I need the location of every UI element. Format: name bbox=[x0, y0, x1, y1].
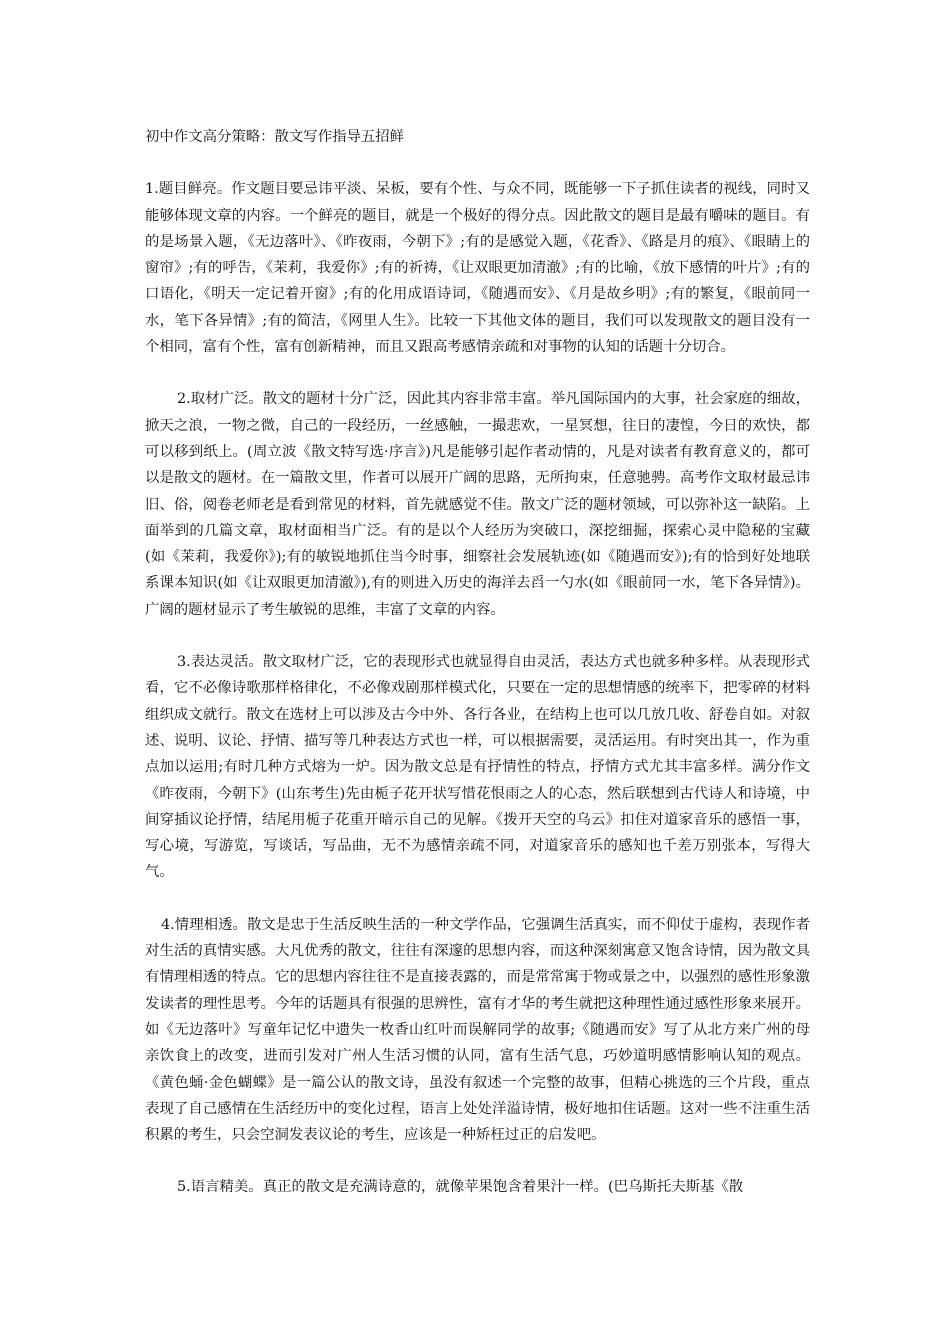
document-page bbox=[145, 124, 810, 1201]
paragraph-title-brightness: 1.题目鲜亮。作文题目要忌讳平淡、呆板，要有个性、与众不同，既能够一下子抓住读者的视线，同时又能够体现文章的内容。一个鲜亮的题目，就是一个极好的得分点。因此散文的题目是最有嚼味的题目。有的是场景入题，《无边落叶》、《昨夜雨，今朝下》;有的是感觉入题，《花香》、《路是月的痕》、《眼睛上的窗帘》;有的呼告，《茉莉，我爱你》;有的祈祷，《让双眼更加清澈》;有的比喻，《放下感情的叶片》;有的口语化，《明天一定记着开窗》;有的化用成语诗词，《随遇而安》、《月是故乡明》;有的繁复，《眼前同一水，笔下各异情》;有的简洁，《网里人生》。比较一下其他文体的题目，我们可以发现散文的题目没有一个相同，富有个性，富有创新精神，而且又跟高考感情亲疏和对事物的认知的话题十分切合。 bbox=[145, 181, 810, 356]
document-title: 初中作文高分策略：散文写作指导五招鲜 bbox=[145, 129, 405, 145]
paragraph-emotion-reason: 4.情理相透。散文是忠于生活反映生活的一种文学作品，它强调生活真实，而不仰仗于虚构，表现作者对生活的真情实感。大凡优秀的散文，往往有深邃的思想内容，而这种深刻寓意又饱含诗情，因为散文具有情理相透的特点。它的思想内容往往不是直接表露的，而是常常寓于物或景之中，以强烈的感性形象激发读者的理性思考。今年的话题具有很强的思辨性，富有才华的考生就把这种理性通过感性形象来展开。如《无边落叶》写童年记忆中遗失一枚香山红叶而误解同学的故事;《随遇而安》写了从北方来广州的母亲饮食上的改变，进而引发对广州人生活习惯的认同，富有生活气息，巧妙道明感情影响认知的观点。《黄色蛹·金色蝴蝶》是一篇公认的散文诗，虽没有叙述一个完整的故事，但精心挑选的三个片段，重点表现了自己感情在生活经历中的变化过程，语言上处处洋溢诗情，极好地扣住话题。这对一些不注重生活积累的考生，只会空洞发表议论的考生，应该是一种矫枉过正的启发吧。 bbox=[145, 916, 810, 1144]
paragraph-flexible-expression: 3.表达灵活。散文取材广泛，它的表现形式也就显得自由灵活，表达方式也就多种多样。从表现形式看，它不必像诗歌那样格律化，不必像戏剧那样模式化，只要在一定的思想情感的统率下，把零碎的材料组织成文就行。散文在选材上可以涉及古今中外、各行各业，在结构上也可以几放几收、舒卷自如。对叙述、说明、议论、抒情、描写等几种表达方式也一样，可以根据需要，灵活运用。有时突出其一，作为重点加以运用;有时几种方式熔为一炉。因为散文总是有抒情性的特点，抒情方式尤其丰富多样。满分作文《昨夜雨，今朝下》(山东考生)先由栀子花开状写惜花恨雨之人的心态，然后联想到古代诗人和诗境，中间穿插议论抒情，结尾用栀子花重开暗示自己的见解。《拨开天空的乌云》扣住对道家音乐的感悟一事，写心境，写游览，写谈话，写品曲，无不为感情亲疏不同，对道家音乐的感知也千差万别张本，写得大气。 bbox=[145, 654, 810, 881]
paragraph-refined-language: 5.语言精美。真正的散文是充满诗意的，就像苹果饱含着果汁一样。(巴乌斯托夫斯基《散 bbox=[177, 1179, 744, 1196]
paragraph-broad-material: 2.取材广泛。散文的题材十分广泛，因此其内容非常丰富。举凡国际国内的大事，社会家庭的细故，掀天之浪，一物之微，自己的一段经历，一丝感触，一撮悲欢，一星冥想，往日的凄惶，今日的欢快，都可以移到纸上。(周立波《散文特写选·序言》)凡是能够引起作者动情的，凡是对读者有教育意义的，都可以是散文的题材。在一篇散文里，作者可以展开广阔的思路，无所拘束，任意驰骋。高考作文取材最忌讳旧、俗，阅卷老师老是看到常见的材料，首先就感觉不佳。散文广泛的题材领域，可以弥补这一缺陷。上面举到的几篇文章，取材面相当广泛。有的是以个人经历为突破口，深挖细掘，探索心灵中隐秘的宝藏(如《茉莉，我爱你》);有的敏锐地抓住当今时事，细察社会发展轨迹(如《随遇而安》);有的恰到好处地联系课本知识(如《让双眼更加清澈》),有的则进入历史的海洋去舀一勺水(如《眼前同一水，笔下各异情》)。广阔的题材显示了考生敏锐的思维，丰富了文章的内容。 bbox=[145, 391, 810, 618]
